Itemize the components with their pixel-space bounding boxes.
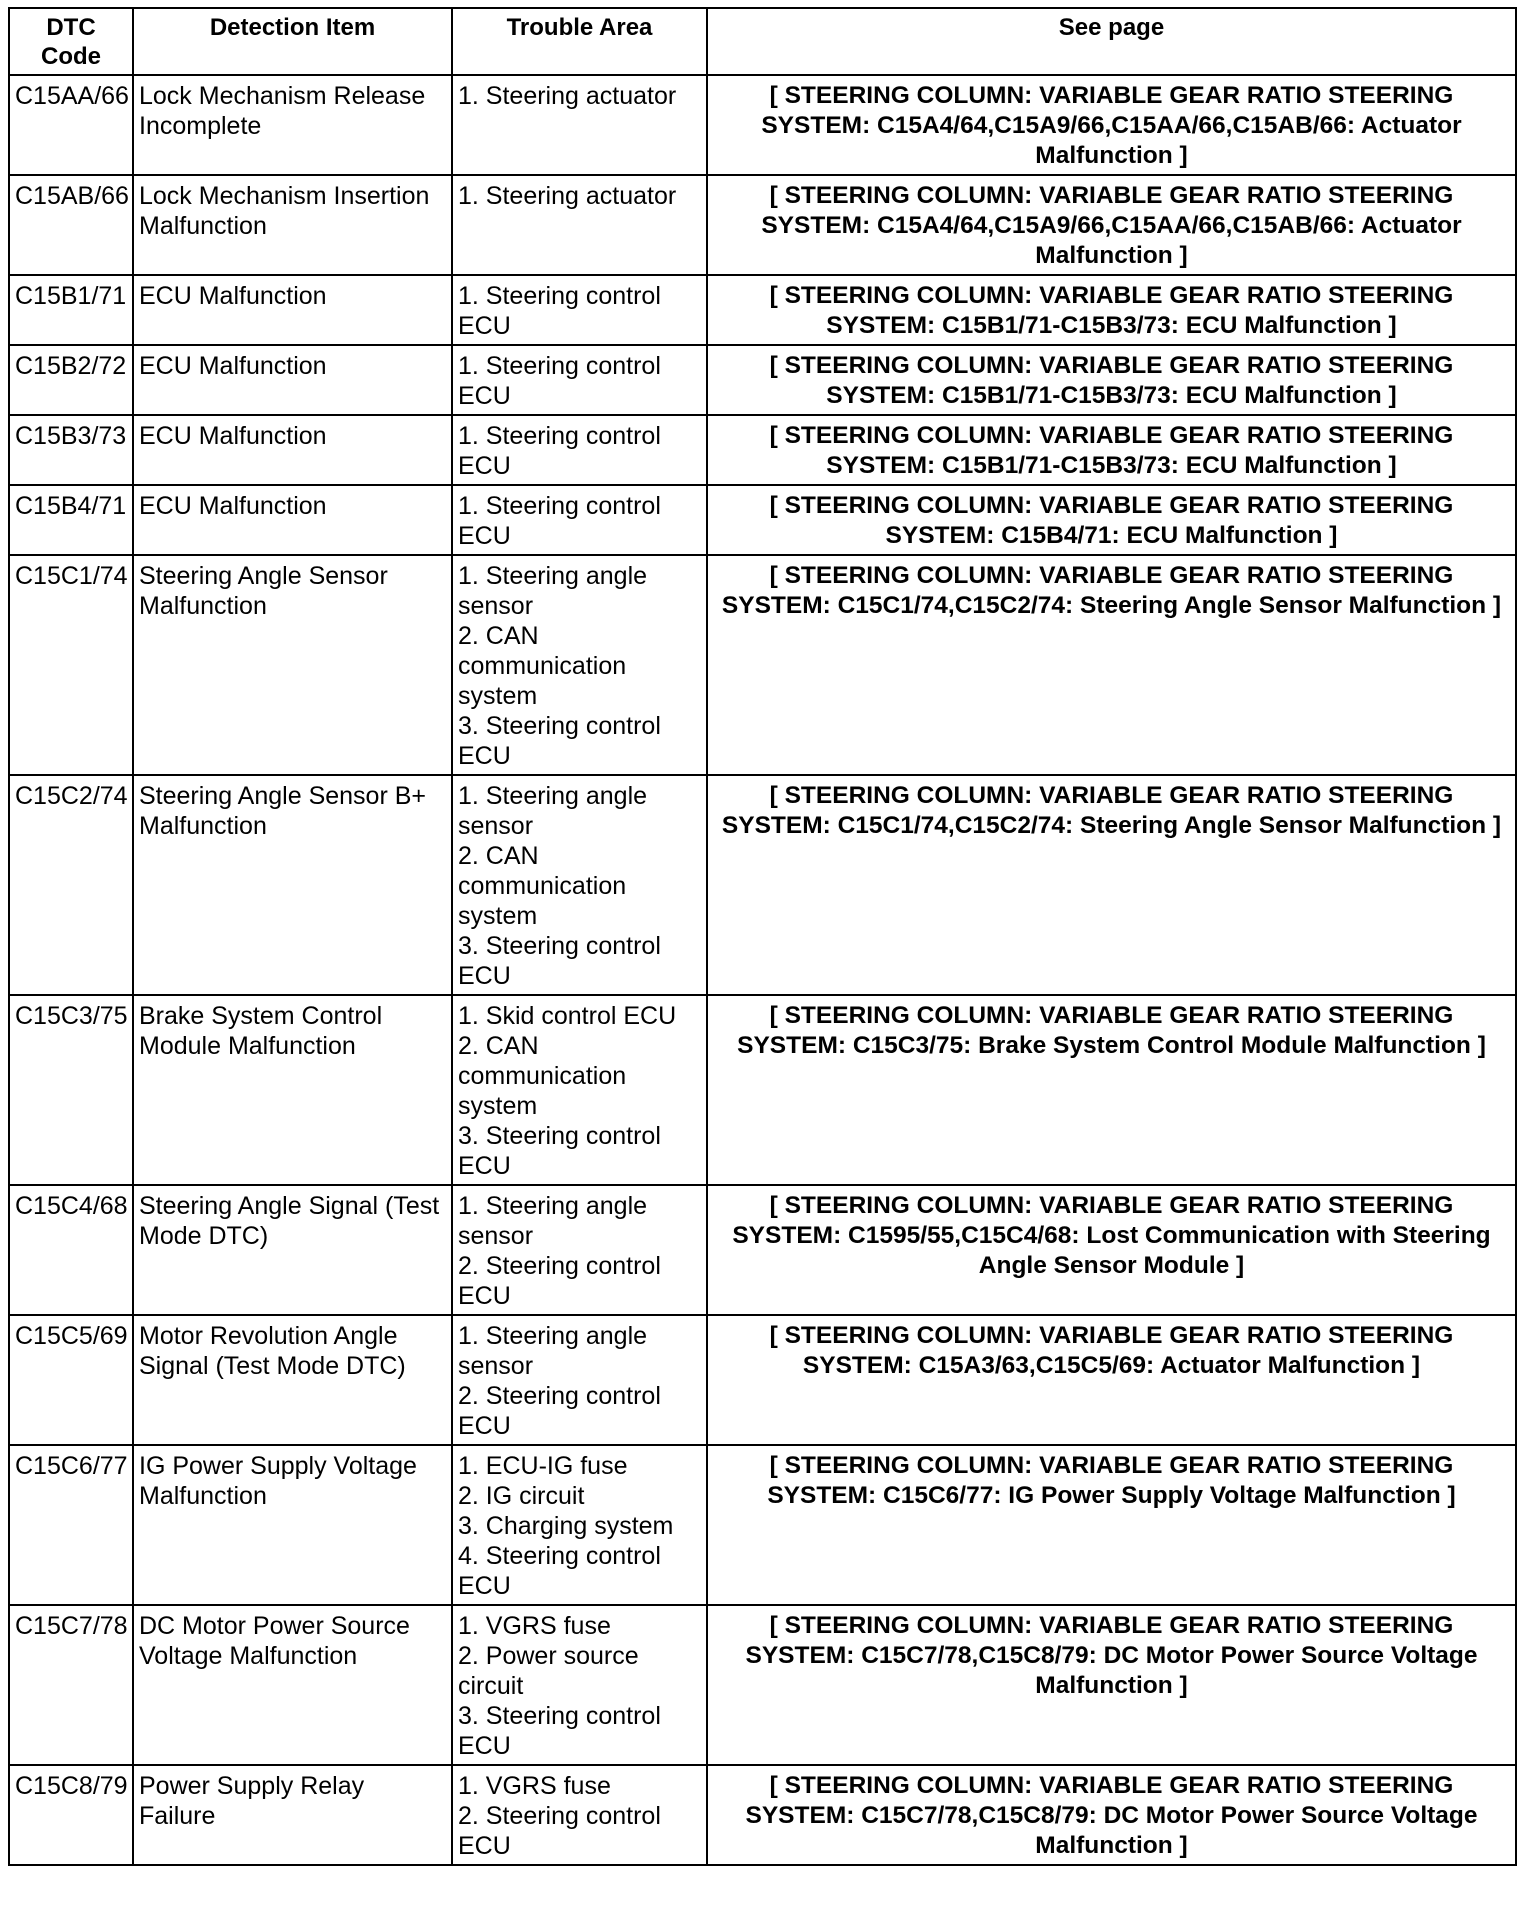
trouble-area-cell	[452, 1315, 707, 1445]
see-page-link[interactable]: [ STEERING COLUMN: VARIABLE GEAR RATIO STEERING SYSTEM: C15A4/64,C15A9/66,C15AA/66,C15AB/66: Actuator Malfunction ]	[707, 75, 1516, 175]
dtc-code-cell: C15C6/77	[9, 1445, 133, 1605]
trouble-area-cell	[452, 415, 707, 485]
trouble-area-item: 2. CAN communication system	[458, 842, 627, 930]
dtc-table-page	[8, 7, 1515, 1866]
see-page-link[interactable]: [ STEERING COLUMN: VARIABLE GEAR RATIO STEERING SYSTEM: C15B1/71-C15B3/73: ECU Malfunction ]	[707, 415, 1516, 485]
see-page-link[interactable]: [ STEERING COLUMN: VARIABLE GEAR RATIO STEERING SYSTEM: C1595/55,C15C4/68: Lost Communication with Steering Angle Sensor Module ]	[707, 1185, 1516, 1315]
trouble-area-item: 2. Steering control ECU	[458, 1382, 661, 1440]
table-row	[9, 1185, 1516, 1315]
header-dtc-code: DTC Code	[9, 8, 133, 75]
trouble-area-item: 2. IG circuit	[458, 1482, 585, 1510]
dtc-code-cell: C15C7/78	[9, 1605, 133, 1765]
detection-item-cell: ECU Malfunction	[133, 485, 452, 555]
trouble-area-cell	[452, 995, 707, 1185]
table-row	[9, 485, 1516, 555]
trouble-area-item: 2. CAN communication system	[458, 622, 627, 710]
detection-item-cell: Lock Mechanism Insertion Malfunction	[133, 175, 452, 275]
trouble-area-item: 1. Steering angle sensor	[458, 562, 648, 620]
trouble-area-cell	[452, 1605, 707, 1765]
trouble-area-item: 1. Steering angle sensor	[458, 782, 648, 840]
trouble-area-item: 1. Steering control ECU	[458, 352, 661, 410]
see-page-link[interactable]: [ STEERING COLUMN: VARIABLE GEAR RATIO STEERING SYSTEM: C15C1/74,C15C2/74: Steering Angle Sensor Malfunction ]	[707, 775, 1516, 995]
dtc-code-cell: C15AA/66	[9, 75, 133, 175]
dtc-code-cell: C15C4/68	[9, 1185, 133, 1315]
trouble-area-item: 1. Steering control ECU	[458, 282, 661, 340]
see-page-link[interactable]: [ STEERING COLUMN: VARIABLE GEAR RATIO STEERING SYSTEM: C15C3/75: Brake System Control Module Malfunction ]	[707, 995, 1516, 1185]
see-page-link[interactable]: [ STEERING COLUMN: VARIABLE GEAR RATIO STEERING SYSTEM: C15C6/77: IG Power Supply Voltage Malfunction ]	[707, 1445, 1516, 1605]
trouble-area-item: 1. Steering actuator	[458, 182, 677, 210]
trouble-area-item: 2. Steering control ECU	[458, 1802, 661, 1860]
trouble-area-item: 3. Steering control ECU	[458, 1702, 661, 1760]
detection-item-cell: Steering Angle Sensor Malfunction	[133, 555, 452, 775]
trouble-area-item: 1. Skid control ECU	[458, 1002, 677, 1030]
table-row	[9, 1765, 1516, 1865]
detection-item-cell: ECU Malfunction	[133, 275, 452, 345]
detection-item-cell: Brake System Control Module Malfunction	[133, 995, 452, 1185]
header-see-page: See page	[707, 8, 1516, 75]
trouble-area-cell	[452, 1185, 707, 1315]
trouble-area-item: 1. Steering angle sensor	[458, 1192, 648, 1250]
trouble-area-cell	[452, 1445, 707, 1605]
dtc-code-cell: C15C3/75	[9, 995, 133, 1185]
trouble-area-item: 3. Steering control ECU	[458, 712, 661, 770]
see-page-link[interactable]: [ STEERING COLUMN: VARIABLE GEAR RATIO STEERING SYSTEM: C15C7/78,C15C8/79: DC Motor Power Source Voltage Malfunction ]	[707, 1605, 1516, 1765]
table-row	[9, 995, 1516, 1185]
dtc-code-cell: C15B3/73	[9, 415, 133, 485]
header-trouble-area: Trouble Area	[452, 8, 707, 75]
trouble-area-item: 3. Steering control ECU	[458, 932, 661, 990]
see-page-link[interactable]: [ STEERING COLUMN: VARIABLE GEAR RATIO STEERING SYSTEM: C15A4/64,C15A9/66,C15AA/66,C15AB/66: Actuator Malfunction ]	[707, 175, 1516, 275]
see-page-link[interactable]: [ STEERING COLUMN: VARIABLE GEAR RATIO STEERING SYSTEM: C15B1/71-C15B3/73: ECU Malfunction ]	[707, 275, 1516, 345]
dtc-code-cell: C15B1/71	[9, 275, 133, 345]
trouble-area-item: 1. VGRS fuse	[458, 1772, 611, 1800]
detection-item-cell: ECU Malfunction	[133, 415, 452, 485]
dtc-code-cell: C15AB/66	[9, 175, 133, 275]
trouble-area-item: 4. Steering control ECU	[458, 1542, 661, 1600]
trouble-area-cell	[452, 75, 707, 175]
table-row	[9, 415, 1516, 485]
detection-item-cell: Lock Mechanism Release Incomplete	[133, 75, 452, 175]
table-row	[9, 555, 1516, 775]
detection-item-cell: IG Power Supply Voltage Malfunction	[133, 1445, 452, 1605]
see-page-link[interactable]: [ STEERING COLUMN: VARIABLE GEAR RATIO STEERING SYSTEM: C15C1/74,C15C2/74: Steering Angle Sensor Malfunction ]	[707, 555, 1516, 775]
header-detection-item: Detection Item	[133, 8, 452, 75]
table-row	[9, 75, 1516, 175]
table-header-row	[9, 8, 1516, 75]
dtc-code-cell: C15C1/74	[9, 555, 133, 775]
detection-item-cell: Power Supply Relay Failure	[133, 1765, 452, 1865]
see-page-link[interactable]: [ STEERING COLUMN: VARIABLE GEAR RATIO STEERING SYSTEM: C15B4/71: ECU Malfunction ]	[707, 485, 1516, 555]
trouble-area-item: 1. VGRS fuse	[458, 1612, 611, 1640]
trouble-area-cell	[452, 775, 707, 995]
see-page-link[interactable]: [ STEERING COLUMN: VARIABLE GEAR RATIO STEERING SYSTEM: C15B1/71-C15B3/73: ECU Malfunction ]	[707, 345, 1516, 415]
see-page-link[interactable]: [ STEERING COLUMN: VARIABLE GEAR RATIO STEERING SYSTEM: C15A3/63,C15C5/69: Actuator Malfunction ]	[707, 1315, 1516, 1445]
trouble-area-cell	[452, 275, 707, 345]
trouble-area-item: 1. Steering control ECU	[458, 492, 661, 550]
dtc-code-cell: C15C2/74	[9, 775, 133, 995]
dtc-code-cell: C15B4/71	[9, 485, 133, 555]
table-row	[9, 1315, 1516, 1445]
trouble-area-item: 1. Steering control ECU	[458, 422, 661, 480]
dtc-code-cell: C15C5/69	[9, 1315, 133, 1445]
trouble-area-item: 1. Steering angle sensor	[458, 1322, 648, 1380]
table-row	[9, 275, 1516, 345]
table-row	[9, 1605, 1516, 1765]
table-row	[9, 1445, 1516, 1605]
trouble-area-cell	[452, 485, 707, 555]
detection-item-cell: Steering Angle Sensor B+ Malfunction	[133, 775, 452, 995]
trouble-area-item: 1. Steering actuator	[458, 82, 677, 110]
trouble-area-item: 2. Power source circuit	[458, 1642, 639, 1700]
detection-item-cell: Steering Angle Signal (Test Mode DTC)	[133, 1185, 452, 1315]
trouble-area-item: 2. CAN communication system	[458, 1032, 627, 1120]
detection-item-cell: Motor Revolution Angle Signal (Test Mode DTC)	[133, 1315, 452, 1445]
dtc-table	[8, 7, 1517, 1866]
table-row	[9, 345, 1516, 415]
detection-item-cell: DC Motor Power Source Voltage Malfunction	[133, 1605, 452, 1765]
table-body	[9, 75, 1516, 1865]
see-page-link[interactable]: [ STEERING COLUMN: VARIABLE GEAR RATIO STEERING SYSTEM: C15C7/78,C15C8/79: DC Motor Power Source Voltage Malfunction ]	[707, 1765, 1516, 1865]
trouble-area-item: 2. Steering control ECU	[458, 1252, 661, 1310]
trouble-area-item: 3. Steering control ECU	[458, 1122, 661, 1180]
trouble-area-item: 3. Charging system	[458, 1512, 674, 1540]
detection-item-cell: ECU Malfunction	[133, 345, 452, 415]
table-row	[9, 175, 1516, 275]
trouble-area-cell	[452, 1765, 707, 1865]
trouble-area-cell	[452, 555, 707, 775]
trouble-area-item: 1. ECU-IG fuse	[458, 1452, 628, 1480]
dtc-code-cell: C15C8/79	[9, 1765, 133, 1865]
trouble-area-cell	[452, 345, 707, 415]
dtc-code-cell: C15B2/72	[9, 345, 133, 415]
trouble-area-cell	[452, 175, 707, 275]
table-row	[9, 775, 1516, 995]
